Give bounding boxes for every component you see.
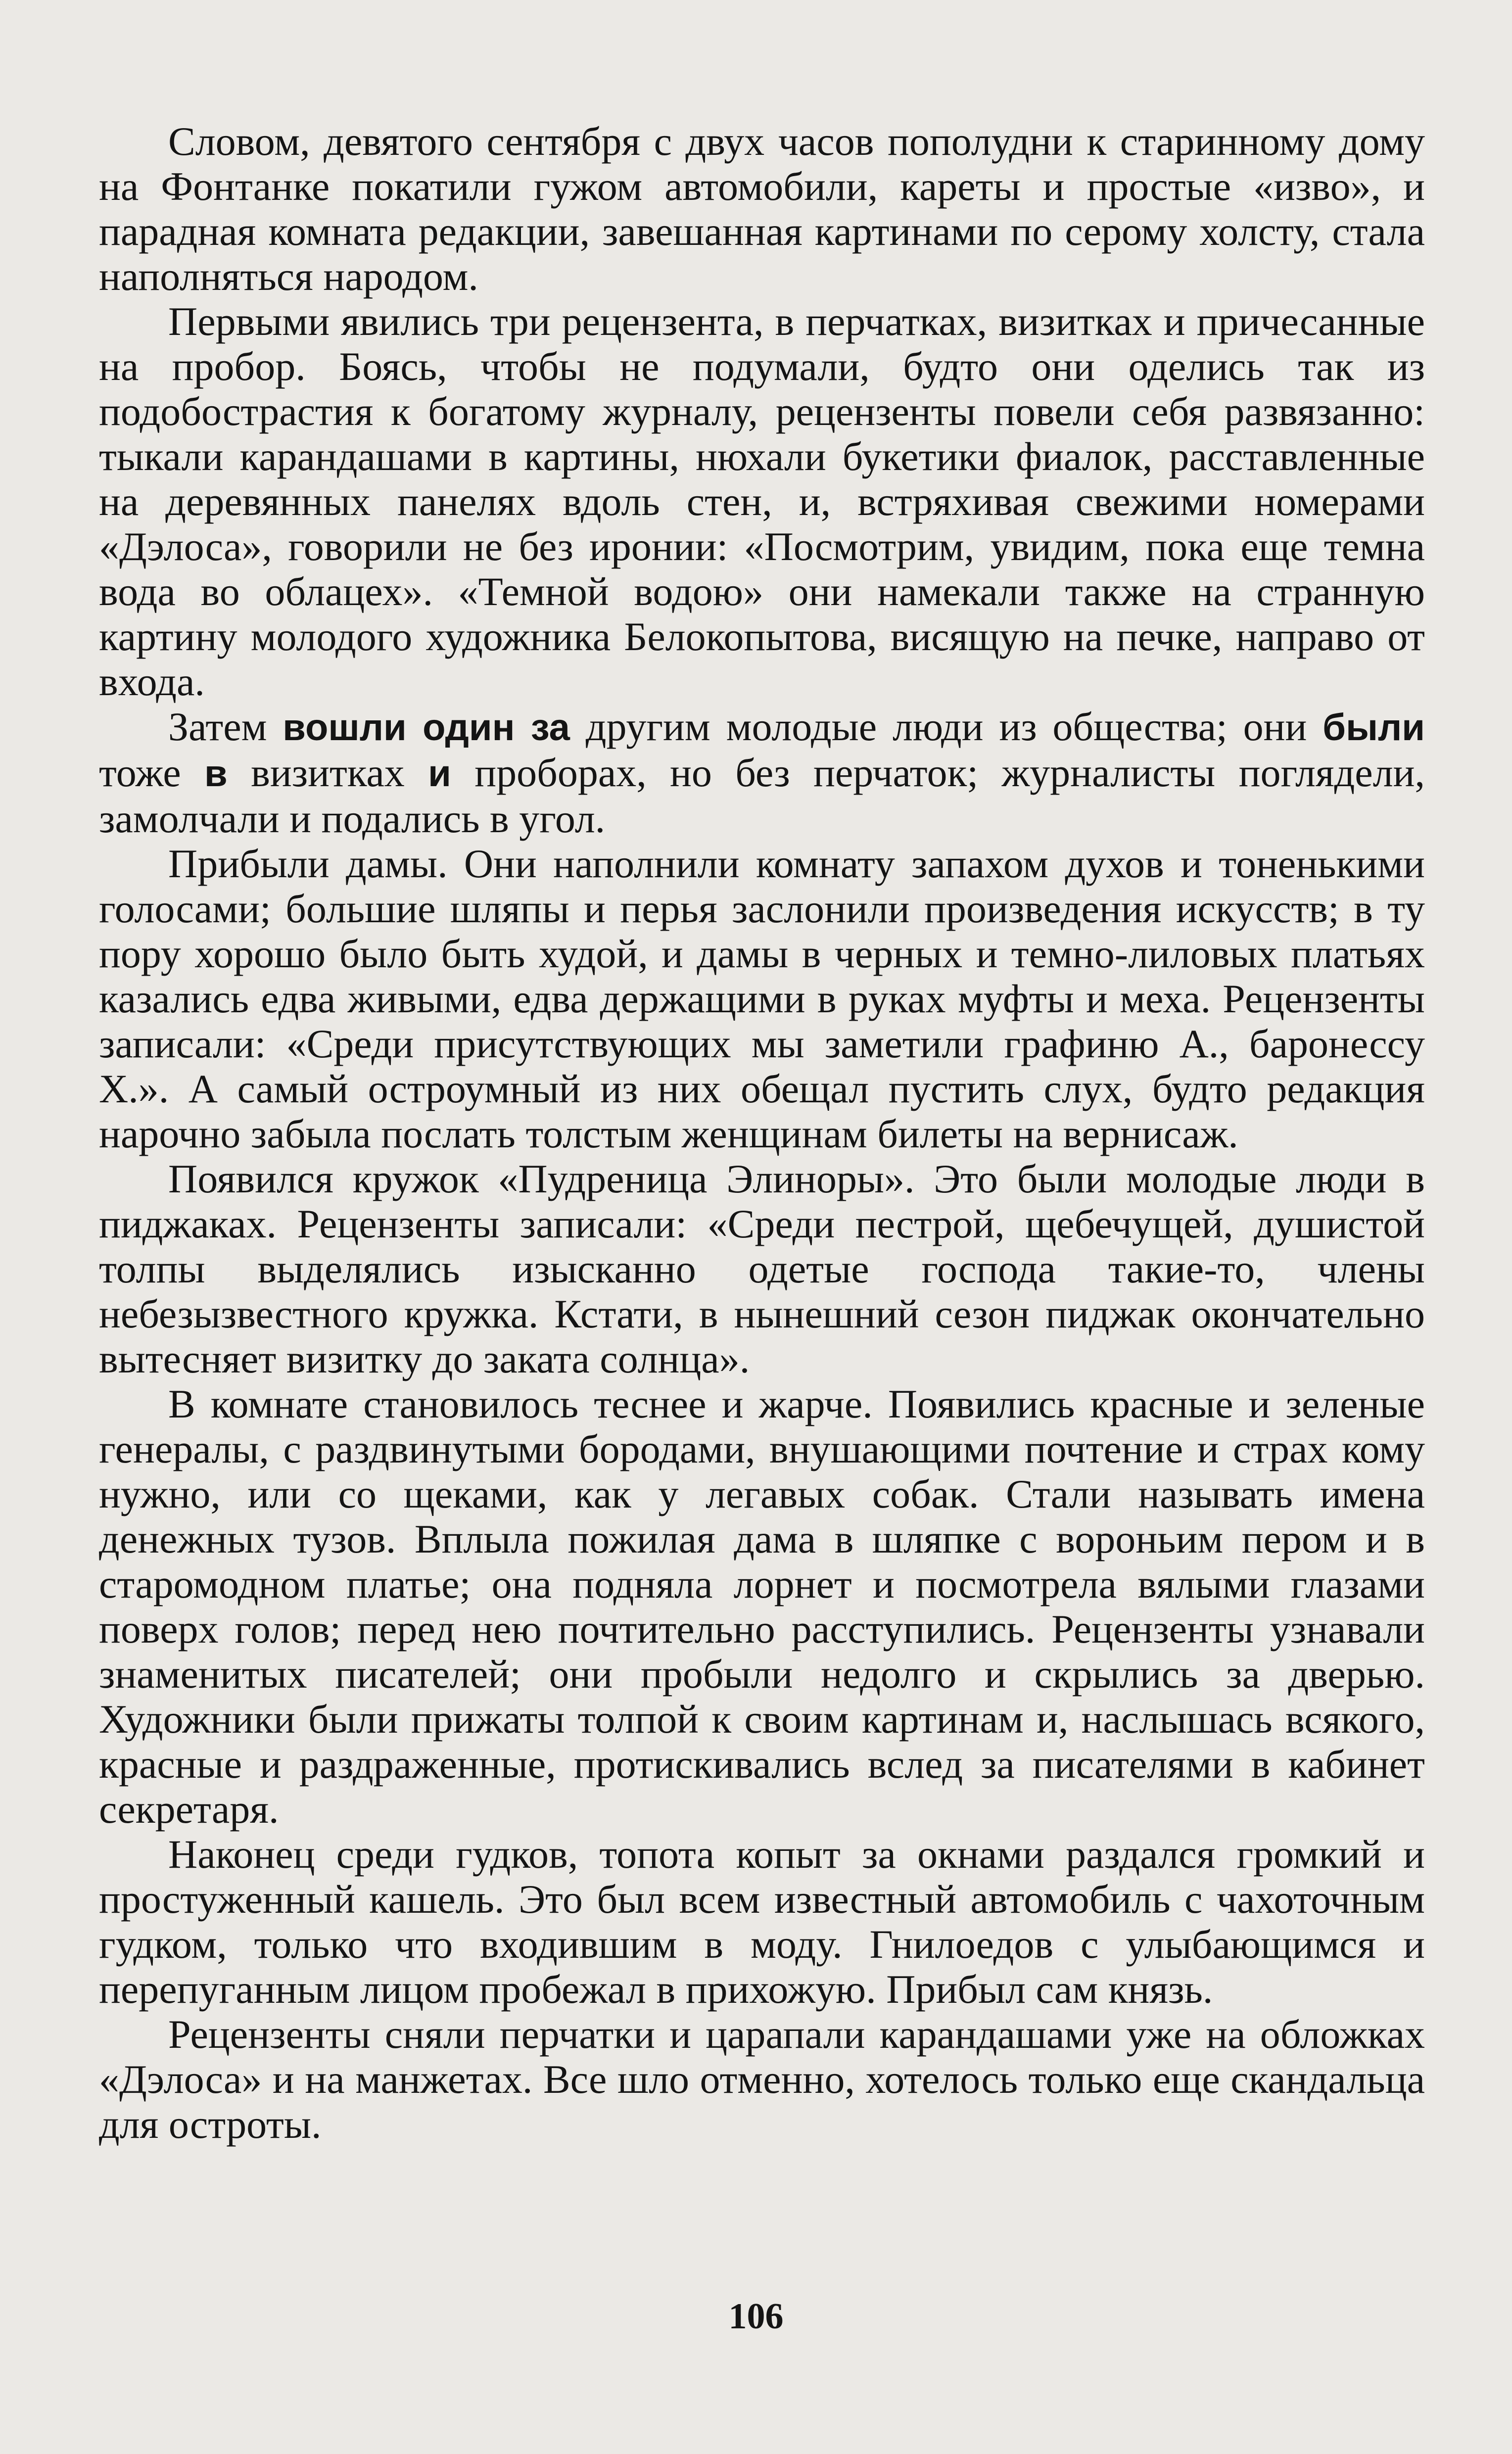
paragraph-1 [99, 119, 1425, 299]
paragraph-text: В комнате становилось теснее и жарче. Появились красные и зеленые генералы, с раздвинутыми бородами, внушающими почтение и страх кому нужно, или со щеками, как у легавых собак. Стали называть имена денежных тузов. Вплыла пожилая дама в шляпке с вороньим пером и в старомодном платье; она подняла лорнет и посмотрела вялыми глазами поверх голов; перед нею почтительно расступились. Рецензенты узнавали знаменитых писателей; они пробыли недолго и скрылись за дверью. Художники были прижаты толпой к своим картинам и, наслышась всякого, красные и раздраженные, протискивались вслед за писателями в кабинет секретаря. [99, 1381, 1425, 1832]
paragraph-text: Прибыли дамы. Они наполнили комнату запахом духов и тоненькими голосами; большие шляпы и перья заслонили произведения искусств; в ту пору хорошо было быть худой, и дамы в черных и темно-лиловых платьях казались едва живыми, едва держащими в руках муфты и меха. Рецензенты записали: «Среди присутствующих мы заметили графиню А., баронессу Х.». А самый остроумный из них обещал пустить слух, будто редакция нарочно забыла послать толстым женщинам билеты на вернисаж. [99, 841, 1425, 1156]
paragraph-text: Затем [168, 704, 283, 749]
bold-fragment: и [428, 753, 451, 795]
bold-fragment: были [1323, 707, 1425, 749]
paragraph-text: Словом, девятого сентября с двух часов пополудни к старинному дому на Фонтанке покатили гужом автомобили, кареты и простые «изво», и парадная комната редакции, завешанная картинами по серому холсту, стала наполняться народом. [99, 119, 1425, 299]
bold-fragment: в [204, 753, 228, 795]
paragraph-6 [99, 1381, 1425, 1832]
paragraph-text: Наконец среди гудков, топота копыт за окнами раздался громкий и простуженный кашель. Это был всем известный автомобиль с чахоточным гудком, только что входившим в моду. Гнилоедов с улыбающимся и перепуганным лицом пробежал в прихожую. Прибыл сам князь. [99, 1832, 1425, 2012]
paragraph-text: тоже [99, 750, 205, 795]
page-body [99, 119, 1425, 2306]
paragraph-5 [99, 1156, 1425, 1381]
paragraph-text: Первыми явились три рецензента, в перчатках, визитках и причесанные на пробор. Боясь, чтобы не подумали, будто они оделись так из подобострастия к богатому журналу, рецензенты повели себя развязанно: тыкали карандашами в картины, нюхали букетики фиалок, расставленные на деревянных панелях вдоль стен, и, встряхивая свежими номерами «Дэлоса», говорили не без иронии: «Посмотрим, увидим, пока еще темна вода во облацех». «Темной водою» они намекали также на странную картину молодого художника Белокопытова, висящую на печке, направо от входа. [99, 299, 1425, 704]
paragraph-7 [99, 1832, 1425, 2012]
paragraph-text: визитках [227, 750, 428, 795]
paragraph-text: Появился кружок «Пудреница Элиноры». Это были молодые люди в пиджаках. Рецензенты записали: «Среди пестрой, щебечущей, душистой толпы выделялись изысканно одетые господа такие-то, члены небезызвестного кружка. Кстати, в нынешний сезон пиджак окончательно вытесняет визитку до заката солнца». [99, 1156, 1425, 1381]
page-number: 106 [728, 2296, 784, 2337]
paragraph-2 [99, 299, 1425, 704]
paragraph-text: Рецензенты сняли перчатки и царапали карандашами уже на обложках «Дэлоса» и на манжетах. Все шло отменно, хотелось только еще скандальца для остроты. [99, 2012, 1425, 2147]
paragraph-text: проборах, но без перчаток; журналисты поглядели, замолчали и подались в угол. [99, 750, 1425, 841]
bold-fragment: вошли один за [283, 707, 570, 749]
paragraph-8 [99, 2012, 1425, 2147]
paragraph-text: другим молодые люди из общества; они [569, 704, 1323, 749]
paragraph-4 [99, 841, 1425, 1156]
paragraph-3 [99, 704, 1425, 841]
